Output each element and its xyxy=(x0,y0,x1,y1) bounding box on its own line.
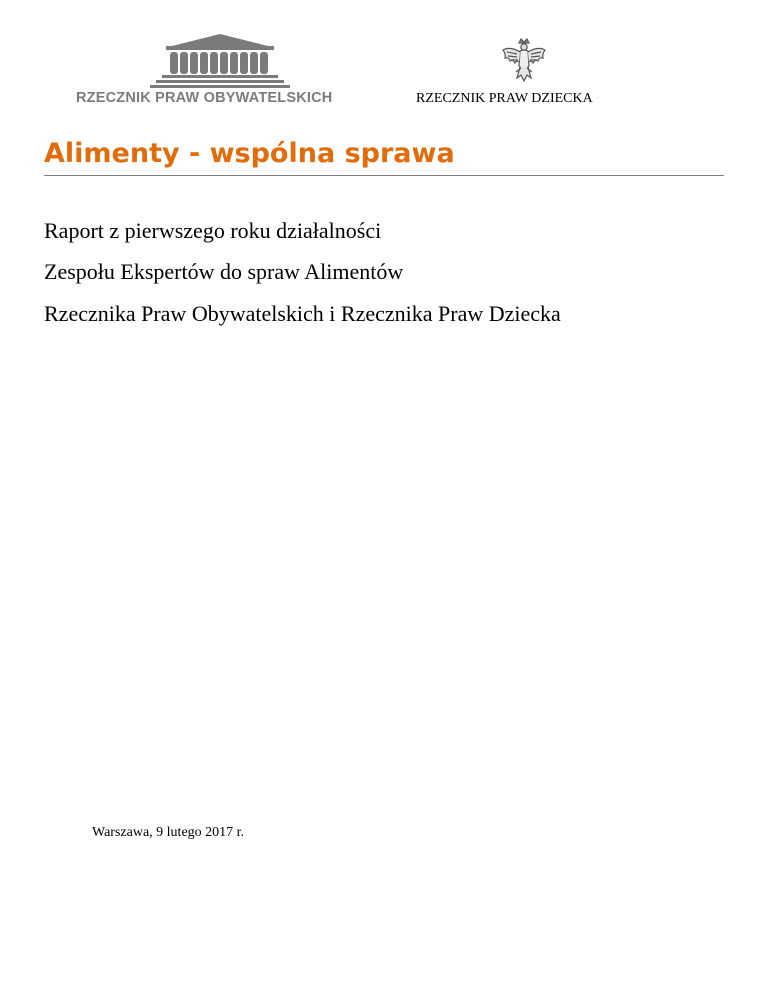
document-title: Alimenty - wspólna sprawa xyxy=(44,138,455,169)
logo-rpd-label: RZECZNIK PRAW DZIECKA xyxy=(416,91,593,106)
logo-rzecznik-praw-obywatelskich xyxy=(76,34,366,110)
polish-eagle-emblem-icon xyxy=(500,38,548,88)
logo-rzecznik-praw-dziecka xyxy=(416,38,636,110)
subtitle-line-2: Zespołu Ekspertów do spraw Alimentów xyxy=(44,259,404,284)
subtitle-line-3: Rzecznika Praw Obywatelskich i Rzecznika Praw Dziecka xyxy=(44,301,561,326)
building-columns-icon xyxy=(150,34,290,90)
place-and-date: Warszawa, 9 lutego 2017 r. xyxy=(92,825,245,840)
subtitle-line-1: Raport z pierwszego roku działalności xyxy=(44,218,382,243)
title-divider xyxy=(44,175,724,176)
logo-rpo-label: RZECZNIK PRAW OBYWATELSKICH xyxy=(76,90,333,106)
